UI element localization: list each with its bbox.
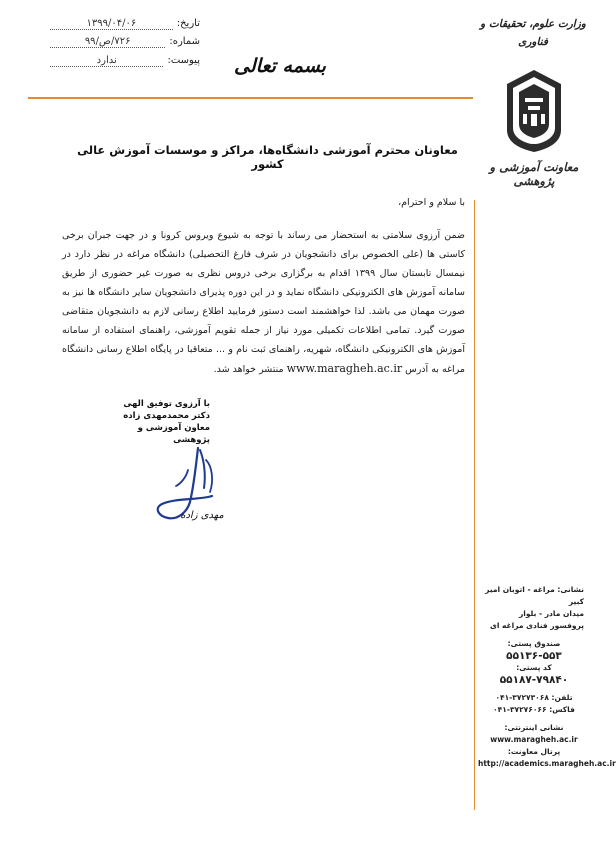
postal-value: ۵۵۱۸۷-۷۹۸۴۰	[499, 674, 569, 686]
handwritten-name: مهدی زاده	[180, 510, 224, 521]
ministry-line-1: وزارت علوم، تحقیقات و	[480, 18, 586, 30]
number-value: ۷۲۶/ص/۹۹	[50, 36, 165, 48]
university-logo-icon	[501, 68, 567, 154]
web-link[interactable]: www.maragheh.ac.ir	[490, 735, 578, 744]
fax: فاکس: ۳۷۲۷۶۰۶۶-۰۴۱	[493, 705, 575, 714]
postal-label: کد پستی:	[516, 663, 552, 672]
date-label: تاریخ:	[176, 18, 200, 29]
signature-line-2: دکتر محمدمهدی زاده	[123, 411, 210, 421]
body-text: ضمن آرزوی سلامتی به استحضار می رساند با توجه به شیوع ویروس کرونا و در جهت جبران برخی کاستی ها (علی الخصوص برای دانشجویان در شرف فارغ التحصیلی) دانشگاه مراغه در نظر دارد در نیمسال تابستان سال ۱۳۹۹ اقدام به برگزاری برخی دروس نظری به صورت غیر حضوری از طریق سامانه آموزش های الکترونیکی دانشگاه نماید و در این دوره پذیرای دانشجویان سایر دانشگاه ها نیز به صورت مهمان می باشد. لذا خواهشمند است دستور فرمایید اطلاع رسانی لازم به دانشجویان متقاضی صورت گیرد. تمامی اطلاعات تکمیلی مورد نیاز از جمله تقویم آموزشی، راهنمای استفاده از سامانه آموزش های الکترونیکی دانشگاه، شهریه، راهنمای ثبت نام و ... متعاقبا در پایگاه اطلاع رسانی دانشگاه مراغه به آدرس	[62, 230, 465, 375]
ministry-block	[478, 18, 588, 48]
recipient-line: معاونان محترم آموزشی دانشگاه‌ها، مراکز و موسسات آموزش عالی کشور	[77, 143, 458, 171]
header-rule	[28, 97, 473, 99]
contact-block	[478, 584, 616, 770]
date-value: ۱۳۹۹/۰۴/۰۶	[50, 18, 173, 30]
phone: تلفن: ۳۷۲۷۳۰۶۸-۰۴۱	[495, 693, 573, 702]
pobox-value: ۵۵۱۳۶-۵۵۳	[506, 650, 562, 662]
signature-line-1: با آرزوی توفیق الهی	[123, 399, 210, 409]
address-line-2: میدان مادر - بلوار	[518, 609, 584, 618]
website-link[interactable]: www.maragheh.ac.ir	[286, 362, 403, 375]
bismillah-heading: بسمه تعالی	[234, 55, 326, 77]
attachment-value: ندارد	[50, 55, 163, 67]
address-line-1: نشانی: مراغه - اتوبان امیر کبیر	[485, 585, 584, 606]
side-rule	[474, 200, 475, 810]
greeting: با سلام و احترام،	[398, 197, 465, 208]
letter-body	[62, 226, 465, 379]
attachment-row	[50, 55, 200, 67]
body-text-end: منتشر خواهد شد.	[213, 364, 284, 375]
number-label: شماره:	[169, 36, 200, 47]
number-row	[50, 36, 200, 48]
signature-line-3: معاون آموزشی و پژوهشی	[137, 423, 210, 445]
attachment-label: پیوست:	[167, 55, 200, 66]
deputy-title: معاونت آموزشی و پژوهشی	[489, 160, 579, 188]
pobox-label: صندوق پستی:	[507, 639, 561, 648]
ministry-line-2: فناوری	[518, 36, 548, 48]
address-line-3: پروفسور فنادی مراغه ای	[489, 621, 584, 630]
web-label: نشانی اینترنتی:	[504, 723, 564, 732]
signature-block	[100, 398, 210, 446]
portal-label: پرتال معاونت:	[507, 747, 561, 756]
signature-icon	[140, 440, 250, 540]
portal-link[interactable]: http://academics.maragheh.ac.ir	[478, 759, 616, 768]
date-row	[50, 18, 200, 30]
